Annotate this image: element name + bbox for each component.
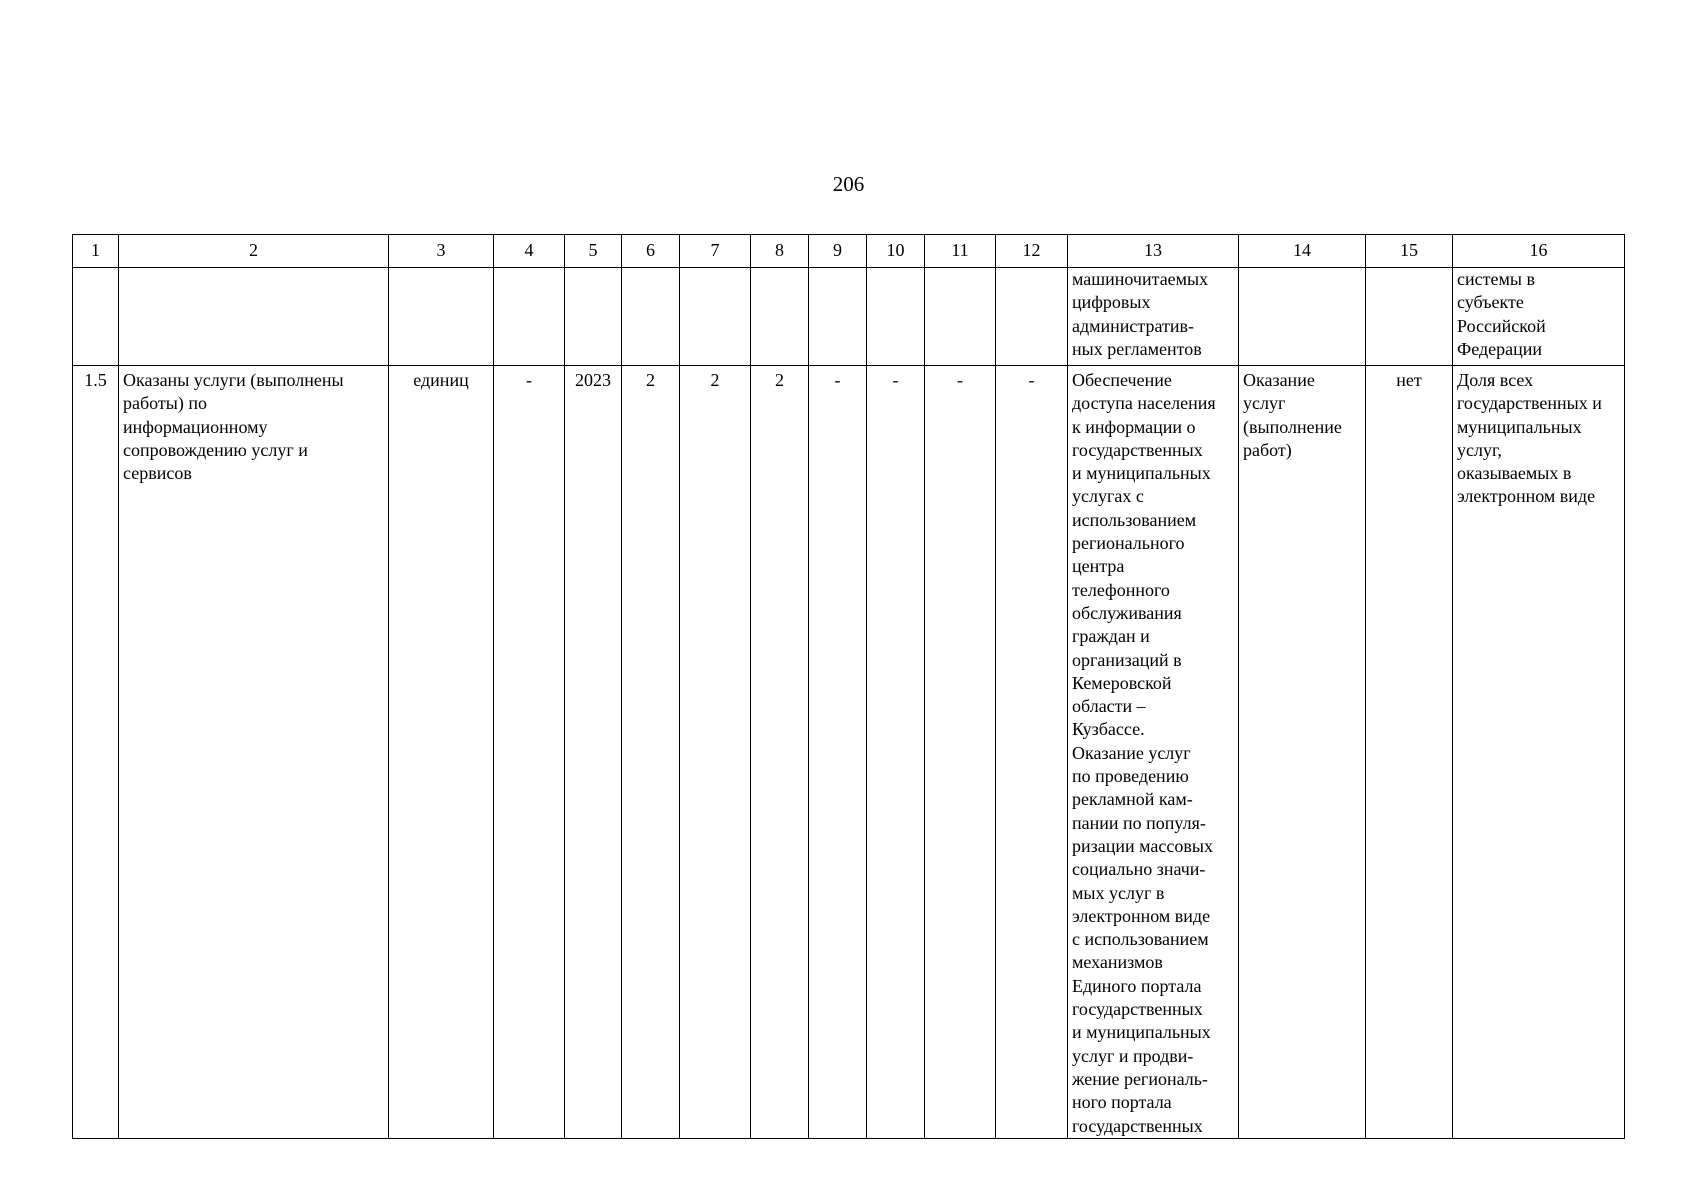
text-line: регионального	[1072, 533, 1185, 554]
text-line: машиночитаемых	[1072, 269, 1209, 289]
table-header-row	[73, 235, 1625, 268]
cell-empty	[119, 268, 389, 366]
text-line: ного портала	[1072, 1092, 1172, 1113]
result-type	[1239, 366, 1366, 1139]
unit-of-measure: единиц	[389, 366, 494, 1139]
text-line: и муниципальных	[1072, 1022, 1211, 1043]
text-line: электронном виде	[1457, 486, 1596, 507]
text-line: административ-	[1072, 315, 1195, 336]
text-line: субъекте	[1457, 292, 1524, 313]
text-line: (выполнение	[1243, 416, 1342, 437]
text-line: информационному	[123, 416, 268, 437]
column-number-2: 2	[119, 235, 389, 268]
text-line: жение региональ-	[1072, 1068, 1208, 1089]
text-line: Оказание	[1243, 370, 1315, 390]
document-table	[72, 234, 1625, 1139]
column-number-7: 7	[680, 235, 751, 268]
text-line: Кузбассе.	[1072, 719, 1145, 740]
text-line: граждан и	[1072, 626, 1150, 647]
text-line: мых услуг в	[1072, 882, 1165, 903]
value-col-10: -	[867, 366, 925, 1139]
cell-empty	[680, 268, 751, 366]
column-number-14: 14	[1239, 235, 1366, 268]
flag-value: нет	[1366, 366, 1453, 1139]
cell-empty	[996, 268, 1068, 366]
cell-empty	[1239, 268, 1366, 366]
result-name	[119, 366, 389, 1139]
table-row-continuation	[73, 268, 1625, 366]
value-col-9: -	[809, 366, 867, 1139]
cell-empty	[622, 268, 680, 366]
text-line: доступа населения	[1072, 393, 1216, 414]
cell-empty	[494, 268, 565, 366]
text-line: услуг,	[1457, 439, 1502, 460]
cell-empty	[1366, 268, 1453, 366]
text-line: Оказаны услуги (выполнены	[123, 370, 344, 390]
value-col-6: 2	[622, 366, 680, 1139]
page-number: 206	[832, 172, 865, 196]
column-number-10: 10	[867, 235, 925, 268]
column-number-16: 16	[1453, 235, 1625, 268]
text-line: использованием	[1072, 509, 1197, 530]
cell-empty	[565, 268, 622, 366]
text-line: Кемеровской	[1072, 672, 1172, 693]
text-line: работы) по	[123, 393, 207, 414]
table-row-1-5	[73, 366, 1625, 1139]
text-line: муниципальных	[1457, 416, 1582, 437]
column-number-1: 1	[73, 235, 119, 268]
related-indicator	[1453, 366, 1625, 1139]
text-line: с использованием	[1072, 929, 1209, 950]
base-value: -	[494, 366, 565, 1139]
column-number-5: 5	[565, 235, 622, 268]
value-col-11: -	[925, 366, 996, 1139]
text-line: Федерации	[1457, 338, 1543, 359]
text-line: государственных	[1072, 1115, 1203, 1136]
text-line: к информации о	[1072, 416, 1196, 437]
text-line: государственных	[1072, 439, 1203, 460]
text-line: сопровождению услуг и	[123, 439, 308, 460]
value-col-12: -	[996, 366, 1068, 1139]
cell-empty	[867, 268, 925, 366]
text-line: государственных	[1072, 999, 1203, 1020]
column-number-6: 6	[622, 235, 680, 268]
cell-empty	[73, 268, 119, 366]
text-line: ных регламентов	[1072, 338, 1202, 359]
column-number-3: 3	[389, 235, 494, 268]
cell-empty	[389, 268, 494, 366]
text-line: организаций в	[1072, 649, 1182, 670]
column-number-11: 11	[925, 235, 996, 268]
column-number-15: 15	[1366, 235, 1453, 268]
text-line: услугах с	[1072, 486, 1144, 507]
text-line: по проведению	[1072, 766, 1189, 787]
cell-empty	[751, 268, 809, 366]
text-line: электронном виде	[1072, 905, 1211, 926]
row-number: 1.5	[73, 366, 119, 1139]
value-col-7: 2	[680, 366, 751, 1139]
text-line: Оказание услуг	[1072, 742, 1191, 763]
text-line: телефонного	[1072, 579, 1170, 600]
text-line: цифровых	[1072, 292, 1151, 313]
column-number-8: 8	[751, 235, 809, 268]
base-year: 2023	[565, 366, 622, 1139]
text-line: Обеспечение	[1072, 370, 1172, 390]
text-line: Российской	[1457, 315, 1546, 336]
text-line: и муниципальных	[1072, 463, 1211, 484]
text-line: области –	[1072, 696, 1146, 717]
column-number-9: 9	[809, 235, 867, 268]
text-line: услуг	[1243, 393, 1286, 414]
text-line: сервисов	[123, 463, 192, 484]
text-line: ризации массовых	[1072, 835, 1213, 856]
text-line: Доля всех	[1457, 370, 1534, 390]
text-line: механизмов	[1072, 952, 1163, 973]
value-col-8: 2	[751, 366, 809, 1139]
text-line: обслуживания	[1072, 602, 1182, 623]
column-number-4: 4	[494, 235, 565, 268]
text-line: работ)	[1243, 439, 1292, 460]
result-characteristic	[1068, 366, 1239, 1139]
cell-regulation-continuation	[1068, 268, 1239, 366]
cell-empty	[809, 268, 867, 366]
text-line: оказываемых в	[1457, 463, 1572, 484]
text-line: центра	[1072, 556, 1125, 577]
text-line: государственных и	[1457, 393, 1602, 414]
cell-empty	[925, 268, 996, 366]
column-number-12: 12	[996, 235, 1068, 268]
text-line: пании по популя-	[1072, 812, 1206, 833]
column-number-13: 13	[1068, 235, 1239, 268]
text-line: услуг и продви-	[1072, 1045, 1194, 1066]
cell-indicator-continuation	[1453, 268, 1625, 366]
text-line: рекламной кам-	[1072, 789, 1193, 810]
text-line: системы в	[1457, 269, 1535, 289]
text-line: Единого портала	[1072, 975, 1202, 996]
text-line: социально значи-	[1072, 859, 1206, 880]
